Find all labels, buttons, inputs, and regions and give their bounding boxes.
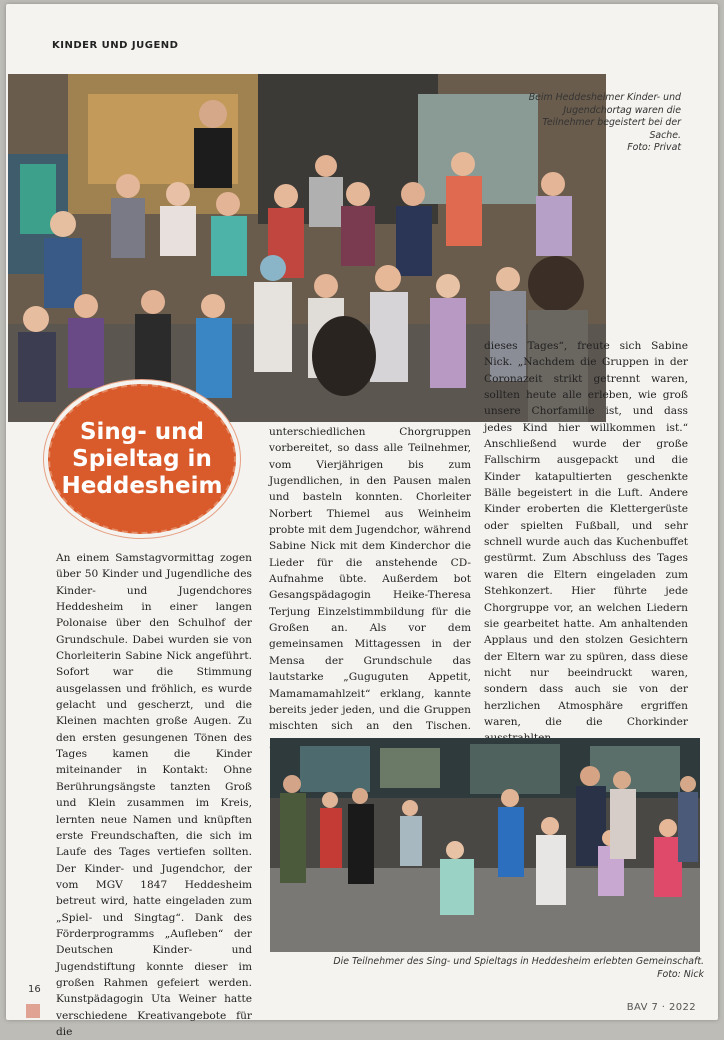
caption-text: Beim Heddesheimer Kinder- und Jugendchortag waren die Teilnehmer begeistert bei der Sache. xyxy=(528,92,681,141)
bottom-photo-caption xyxy=(268,956,704,981)
text-column-2 xyxy=(269,424,471,751)
column-text: An einem Samstagvormittag zogen über 50 Kinder und Jugendliche des Kinder- und Jugendchores Heddesheim in einer langen Polonaise über den Schulhof der Grundschule. Dabei wurden sie von Chorleiterin Sabine Nick angeführt. Sofort war die Stimmung ausgelassen und fröhlich, es wurde gelacht und gescherzt, und die Kleinen machten große Augen. Zu den ersten gesungenen Tönen des Tages kamen die Kinder miteinander in Kontakt: Ohne Berührungsängste tanzten Groß und Klein zusammen im Kreis, lernten neue Namen und knüpften erste Freundschaften, die sich im Laufe des Tages vertiefen sollten. Der Kinder- und Jugendchor, der vom MGV 1847 Heddesheim betreut wird, hatte eingeladen zum „Spiel- und Singtag“. Dank des Förderprogramms „Aufleben“ der Deutschen Kinder- und Jugendstiftung konnte dieser im großen Rahmen gefeiert werden. Kunstpädagogin Uta Weiner hatte verschiedene Kreativangebote für die xyxy=(56,552,252,1038)
caption-text: Die Teilnehmer des Sing- und Spieltags in Heddesheim erlebten Gemeinschaft. xyxy=(333,956,704,967)
title-badge xyxy=(48,384,236,534)
article-title: Sing- und Spieltag in Heddesheim xyxy=(61,418,223,499)
circle-dance-photo xyxy=(270,738,700,952)
text-column-3 xyxy=(484,338,688,747)
page-corner-mark xyxy=(26,1004,40,1018)
text-column-1 xyxy=(56,550,252,1040)
photo-credit: Foto: Nick xyxy=(657,968,704,980)
magazine-page xyxy=(6,4,718,1038)
page-number: 16 xyxy=(28,984,41,995)
column-text: dieses Tages“, freute sich Sabine Nick. „Nachdem die Gruppen in der Coronazeit strikt getrennt waren, sollten heute alle erleben, wie groß unsere Chorfamilie ist, und dass jedes Kind hier willkommen ist.“ Anschließend wurde der große Fallschirm ausgepackt und die Kinder katapultierten geschenkte Bälle begeistert in die Luft. Andere Kinder eroberten die Klettergerüste oder spielten Fußball, und sehr schnell wurde auch das Kuchenbuffet gestürmt. Zum Abschluss des Tages waren die Eltern eingeladen zum Stehkonzert. Hier führte jede Chorgruppe vor, an welchen Liedern sie gearbeitet hatte. Am anhaltenden Applaus und den stolzen Gesichtern der Eltern war zu spüren, dass diese nicht nur beeindruckt waren, sondern dass auch sie von der herzlichen Atmosphäre ergriffen waren, die die Chorkinder xyxy=(484,340,688,728)
photo-credit: Foto: Privat xyxy=(627,142,681,154)
issue-footer: BAV 7 · 2022 xyxy=(626,1002,696,1013)
top-photo-caption xyxy=(521,92,681,155)
section-header: KINDER UND JUGEND xyxy=(52,40,179,51)
column-text: unterschiedlichen Chorgruppen vorbereitet, so dass alle Teilnehmer, vom Vierjährigen bis zum Jugendlichen, in den Pausen malen und basteln konnten. Chorleiter Norbert Thiemel aus Weinheim probte mit dem Jugendchor, während Sabine Nick mit dem Kinderchor die Lieder für die anstehende CD-Aufnahme übte. Außerdem bot Gesangspädagogin Heike-Theresa Terjung Einzelstimmbildung für die Großen an. Als vor dem gemeinsamen Mittagessen in der Mensa der Grundschule das lautstarke „Guguguten Appetit, Mamamamahlzeit“ erklang, kannte bereits jeder jeden, und die Gruppen mischten sich an den Tischen. xyxy=(269,426,471,733)
